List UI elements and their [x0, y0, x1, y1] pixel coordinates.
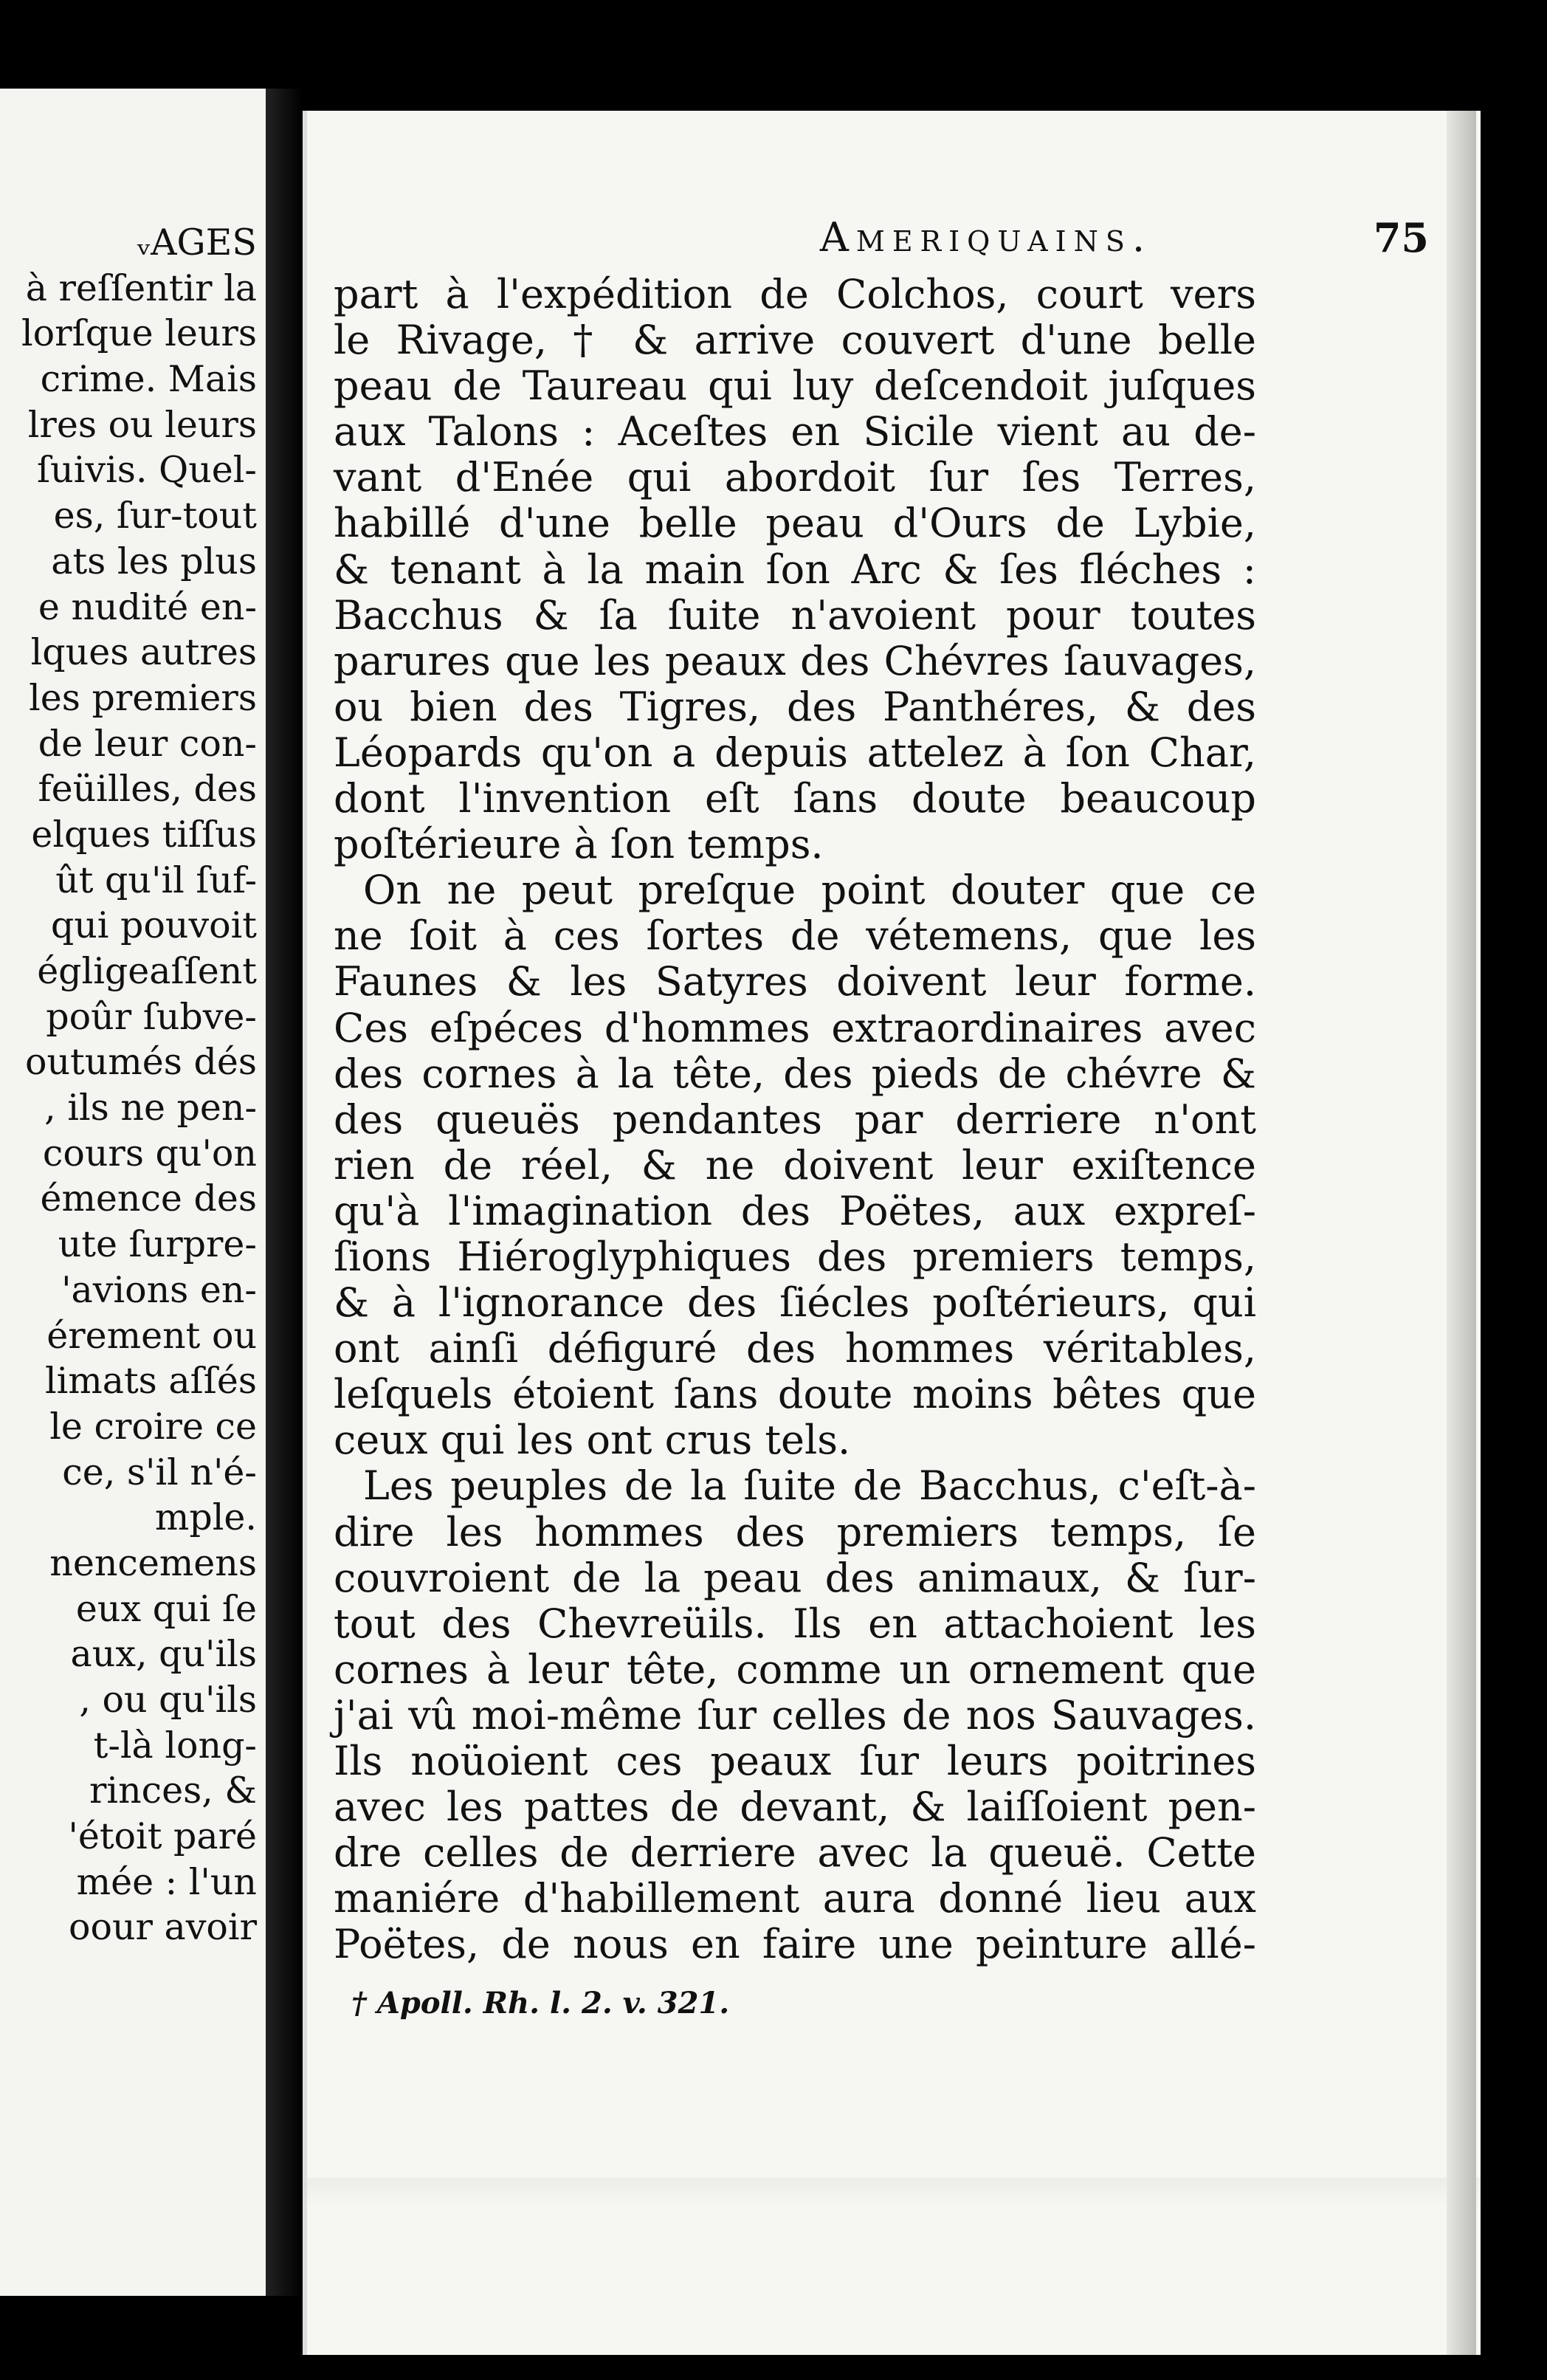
left-line: elques tiſſus	[31, 813, 257, 856]
left-line: émence des	[40, 1177, 257, 1220]
text-line: ou bien des Tigres, des Panthéres, & des	[334, 683, 1256, 730]
text-line: dire les hommes des premiers temps, ſe	[334, 1508, 1256, 1555]
text-line: vant d'Enée qui abordoit ſur ſes Terres,	[334, 454, 1256, 501]
left-line: ût qu'il ſuf-	[55, 859, 257, 901]
left-line: à reſſentir la	[25, 266, 257, 309]
text-line: habillé d'une belle peau d'Ours de Lybie,	[334, 500, 1256, 547]
left-line: 'avions en-	[61, 1268, 257, 1311]
left-line: ᵥAGES	[137, 221, 257, 264]
text-line: cornes à leur tête, comme un ornement que	[334, 1645, 1256, 1693]
text-line: peau de Taureau qui luy deſcendoit juſques	[334, 362, 1256, 410]
text-line: Léopards qu'on a depuis attelez à ſon Char,	[334, 729, 1256, 776]
left-page-text	[0, 220, 257, 1950]
left-line: 'étoit paré	[68, 1815, 257, 1858]
text-line: leſquels étoient ſans doute moins bêtes que	[334, 1371, 1256, 1418]
text-line: ceux qui les ont crus tels.	[334, 1417, 851, 1464]
page-shading	[307, 2178, 1481, 2207]
left-line: nencemens	[49, 1541, 257, 1584]
text-line: le Rivage, † & arrive couvert d'une belle	[334, 317, 1256, 364]
left-line: es, ſur-tout	[53, 495, 257, 537]
left-line: crime. Mais	[40, 358, 257, 401]
left-line: oour avoir	[68, 1906, 257, 1949]
left-line: qui pouvoit	[50, 904, 257, 947]
text-line: dre celles de derriere avec la queuë. Cette	[334, 1829, 1256, 1877]
page-edge-shadow	[1447, 111, 1476, 2355]
left-line: lres ou leurs	[27, 403, 257, 446]
left-line: , ils ne pen-	[44, 1087, 257, 1129]
text-line: dont l'invention eſt ſans doute beaucoup	[334, 775, 1256, 822]
text-line: qu'à l'imagination des Poëtes, aux expreſ-	[334, 1187, 1256, 1234]
text-line: tout des Chevreüils. Ils en attachoient les	[334, 1600, 1256, 1647]
text-line: aux Talons : Aceſtes en Sicile vient au de-	[334, 408, 1256, 455]
text-line: poſtérieure à ſon temps.	[334, 821, 824, 868]
left-line: feüilles, des	[38, 768, 257, 811]
text-line: des cornes à la tête, des pieds de chévre &	[334, 1050, 1256, 1097]
text-line: rien de réel, & ne doivent leur exiſtence	[334, 1141, 1256, 1189]
text-line: avec les pattes de devant, & laiſſoient pen-	[334, 1784, 1256, 1831]
left-line: cours qu'on	[42, 1132, 257, 1174]
left-line: limats aſſés	[44, 1360, 257, 1403]
text-line: ne ſoit à ces ſortes de vétemens, que les	[334, 912, 1256, 960]
page-number: 75	[1373, 214, 1429, 261]
left-line: eux qui ſe	[75, 1587, 257, 1630]
left-line: ute ſurpre-	[58, 1223, 257, 1266]
text-line: Ils noüoient ces peaux ſur leurs poitrines	[334, 1738, 1256, 1784]
book-gutter	[266, 89, 303, 2296]
left-line: rinces, &	[89, 1769, 257, 1812]
text-line: On ne peut preſque point douter que ce	[363, 867, 1256, 914]
left-line: ce, s'il n'é-	[62, 1451, 257, 1493]
body-text	[334, 272, 1256, 1967]
left-line: érement ou	[46, 1314, 257, 1357]
text-line: Ces eſpéces d'hommes extraordinaires avec	[334, 1004, 1256, 1051]
left-line: poûr ſubve-	[46, 995, 257, 1038]
text-line: & à l'ignorance des ſiécles poſtérieurs, qui	[334, 1279, 1256, 1327]
text-line: couvroient de la peau des animaux, & ſur-	[334, 1554, 1256, 1601]
running-head: Ameriquains.	[819, 214, 1153, 261]
text-line: parures que les peaux des Chévres ſauvages,	[334, 637, 1256, 684]
left-line: , ou qu'ils	[79, 1679, 257, 1721]
text-line: part à l'expédition de Colchos, court vers	[334, 271, 1256, 317]
text-line: Bacchus & ſa ſuite n'avoient pour toutes	[334, 591, 1256, 639]
left-line: ats les plus	[51, 540, 257, 582]
left-line: e nudité en-	[38, 585, 257, 628]
right-page	[303, 111, 1481, 2355]
left-page	[0, 89, 266, 2296]
text-line: Les peuples de la ſuite de Bacchus, c'eſt-à-	[363, 1462, 1256, 1510]
text-line: j'ai vû moi-même ſur celles de nos Sauvages.	[334, 1691, 1256, 1738]
text-line: ſions Hiéroglyphiques des premiers temps,	[334, 1233, 1256, 1280]
left-line: outumés dés	[24, 1041, 257, 1084]
left-line: de leur con-	[38, 722, 257, 765]
text-line: & tenant à la main ſon Arc & ſes fléches :	[334, 546, 1256, 593]
left-line: mple.	[154, 1496, 257, 1539]
footnote: † Apoll. Rh. l. 2. v. 321.	[351, 1986, 730, 2020]
left-line: les premiers	[29, 676, 257, 719]
text-line: maniére d'habillement aura donné lieu aux	[334, 1875, 1256, 1922]
left-line: mée : l'un	[76, 1860, 257, 1903]
left-line: ſuivis. Quel-	[37, 449, 257, 492]
left-line: t-là long-	[93, 1724, 257, 1767]
left-line: aux, qu'ils	[70, 1633, 257, 1676]
left-line: lques autres	[30, 631, 257, 674]
text-line: des queuës pendantes par derriere n'ont	[334, 1096, 1256, 1143]
text-line: Faunes & les Satyres doivent leur forme.	[334, 958, 1256, 1005]
text-line: ont ainſi défiguré des hommes véritables,	[334, 1325, 1256, 1372]
left-line: égligeaſſent	[37, 950, 257, 992]
left-line: le croire ce	[49, 1405, 257, 1448]
text-line: Poëtes, de nous en faire une peinture allé-	[334, 1921, 1256, 1968]
left-line: lorſque leurs	[21, 312, 257, 355]
